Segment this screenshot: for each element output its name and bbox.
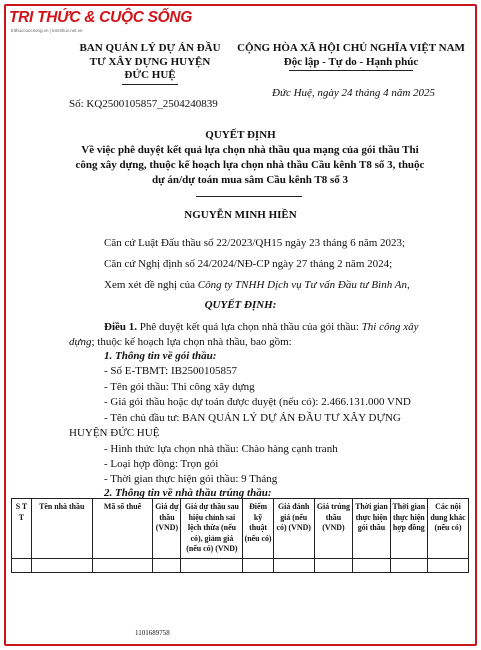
issuer-block: [70, 42, 230, 83]
table-cell: [428, 558, 469, 572]
header-cell: Thời gian thực hiện hợp đồng: [390, 499, 427, 559]
package-item: HUYỆN ĐỨC HUỆ: [69, 427, 160, 439]
table-cell: [31, 558, 92, 572]
package-item: - Tên chủ đầu tư: BAN QUẢN LÝ DỰ ÁN ĐẦU TƯ XÂY DỰNG: [104, 412, 401, 424]
package-item: - Giá gói thầu hoặc dự toán được duyệt (nếu có): 2.466.131.000 VND: [104, 396, 411, 408]
signer-name: NGUYỄN MINH HIỀN: [184, 209, 297, 221]
national-motto-block: [226, 42, 476, 69]
subject-line-1: Về việc phê duyệt kết quả lựa chọn nhà thầu qua mạng của gói thầu Thi: [81, 144, 419, 156]
package-item: - Loại hợp đồng: Trọn gói: [104, 458, 219, 470]
decision-heading: QUYẾT ĐỊNH:: [204, 299, 277, 311]
table-cell: [273, 558, 314, 572]
subject-line-3: dự án/dự toán mua sắm Cầu kênh T8 số 3: [151, 174, 349, 186]
issuer-line-2: TƯ XÂY DỰNG HUYỆN: [89, 55, 211, 68]
table-cell: [353, 558, 390, 572]
issuer-underline: [122, 84, 178, 85]
document-subject: [40, 143, 460, 188]
tax-code-value: 1101689758: [135, 629, 170, 637]
table-cell: [92, 558, 153, 572]
issuer-line-3: ĐỨC HUỆ: [124, 69, 176, 81]
header-cell: Giá dự thầu (VND): [153, 499, 181, 559]
article-1-line-2: [69, 336, 292, 348]
article-1-line-1: [104, 321, 419, 333]
table-header-row: [12, 499, 469, 559]
logo-brand-text: TRI THỨC & CUỘC SỐNG: [9, 9, 193, 26]
table-cell: [12, 558, 32, 572]
document-number: Số: KQ2500105857_2504240839: [69, 98, 218, 110]
basis-3-suffix: ,: [406, 279, 410, 291]
package-item: - Thời gian thực hiện gói thầu: 9 Tháng: [104, 473, 278, 485]
winning-bidder-table: [11, 498, 469, 573]
legal-basis-1: Căn cứ Luật Đấu thầu số 22/2023/QH15 ngày 23 tháng 6 năm 2023;: [104, 237, 406, 249]
package-item: - Số E-TBMT: IB2500105857: [104, 365, 237, 377]
package-name-part-1: Thi công xây: [361, 321, 419, 333]
header-cell: Giá đánh giá (nếu có) (VND): [273, 499, 314, 559]
article-1-text: Phê duyệt kết quả lựa chọn nhà thầu của gói thầu:: [137, 321, 362, 333]
header-cell: Thời gian thực hiện gói thầu: [353, 499, 390, 559]
header-cell: Giá trúng thầu (VND): [314, 499, 353, 559]
table-cell: [181, 558, 243, 572]
article-1-label: Điều 1.: [104, 321, 137, 333]
consultant-company: Công ty TNHH Dịch vụ Tư vấn Đầu tư Bình An: [197, 279, 407, 291]
header-cell: Giá dự thầu sau hiệu chỉnh sai lệch thừa (nếu có), giảm giá (nếu có) (VND): [181, 499, 243, 559]
header-cell: Mã số thuế: [92, 499, 153, 559]
package-name-part-2: dựng: [69, 336, 92, 348]
motto: Độc lập - Tự do - Hạnh phúc: [283, 55, 419, 68]
table-cell: [243, 558, 273, 572]
header-cell: Điểm kỹ thuật (nếu có): [243, 499, 273, 559]
table-cell: [153, 558, 181, 572]
table-cell: [390, 558, 427, 572]
site-logo: [9, 9, 193, 37]
table-row: [12, 558, 469, 572]
issue-date: Đức Huệ, ngày 24 tháng 4 năm 2025: [272, 87, 436, 99]
section-winning-bidder: 2. Thông tin về nhà thầu trúng thầu:: [104, 487, 272, 499]
header-cell: Tên nhà thầu: [31, 499, 92, 559]
header-cell: Các nội dung khác (nếu có): [428, 499, 469, 559]
subject-underline: [196, 196, 302, 197]
nation-name: CỘNG HÒA XÃ HỘI CHỦ NGHĨA VIỆT NAM: [237, 42, 465, 54]
section-package-info: 1. Thông tin về gói thầu:: [104, 350, 217, 362]
issuer-line-1: BAN QUẢN LÝ DỰ ÁN ĐẦU: [79, 42, 221, 54]
motto-underline: [289, 70, 413, 71]
table-cell: [314, 558, 353, 572]
legal-basis-3: [104, 279, 410, 291]
logo-url-text: trithuccuocsong.vn | kienthuc.net.vn: [11, 28, 83, 33]
package-item: - Hình thức lựa chọn nhà thầu: Chào hàng cạnh tranh: [104, 443, 338, 455]
header-cell: S T T: [12, 499, 32, 559]
article-1-text-2: ; thuộc kế hoạch lựa chọn nhà thầu, bao gồm:: [91, 336, 292, 348]
package-item: - Tên gói thầu: Thi công xây dựng: [104, 381, 255, 393]
basis-3-prefix: Xem xét đề nghị của: [104, 279, 198, 291]
legal-basis-2: Căn cứ Nghị định số 24/2024/NĐ-CP ngày 27 tháng 2 năm 2024;: [104, 258, 393, 270]
document-heading: QUYẾT ĐỊNH: [205, 129, 276, 141]
subject-line-2: công xây dựng, thuộc kế hoạch lựa chọn nhà thầu Cầu kênh T8 số 3, thuộc: [75, 159, 425, 171]
